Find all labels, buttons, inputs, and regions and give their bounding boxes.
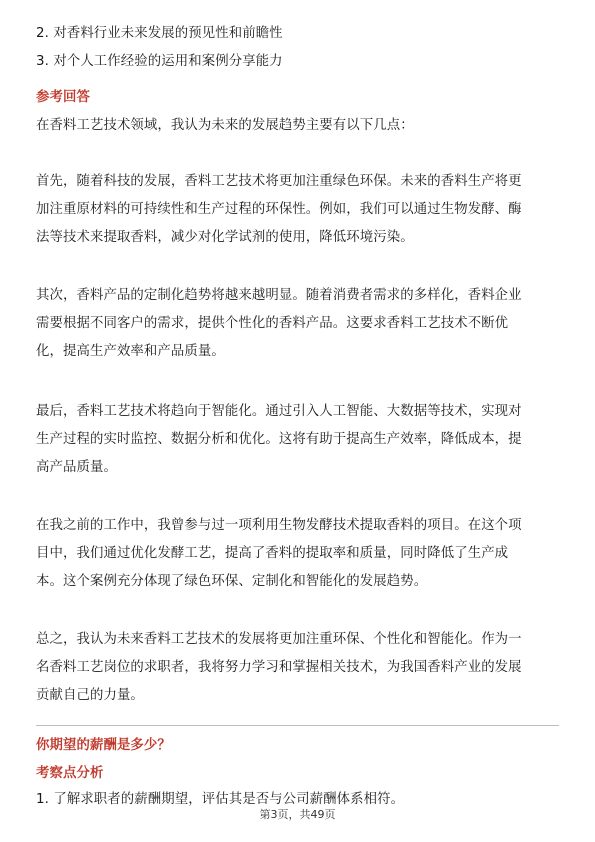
analysis-heading: 考察点分析 [36,766,104,781]
paragraph-1-line-1: 首先，随着科技的发展，香料工艺技术将更加注重绿色环保。未来的香料生产将更 [36,174,522,189]
paragraph-4-line-3: 本。这个案例充分体现了绿色环保、定制化和智能化的发展趋势。 [36,574,428,589]
question-heading: 你期望的薪酬是多少？ [36,738,171,753]
paragraph-4-line-1: 在我之前的工作中，我曾参与过一项利用生物发酵技术提取香料的项目。在这个项 [36,518,522,533]
section-divider [36,725,559,726]
paragraph-2-line-1: 其次，香料产品的定制化趋势将越来越明显。随着消费者需求的多样化，香料企业 [36,288,522,303]
page-footer: 第3页，共49页 [259,808,336,821]
paragraph-3-line-3: 高产品质量。 [36,460,117,475]
paragraph-2-line-3: 化，提高生产效率和产品质量。 [36,344,225,359]
analysis-item-1: 1. 了解求职者的薪酬期望，评估其是否与公司薪酬体系相符。 [36,792,405,807]
answer-heading: 参考回答 [36,90,90,105]
paragraph-3-line-1: 最后，香料工艺技术将趋向于智能化。通过引入人工智能、大数据等技术，实现对 [36,404,522,419]
paragraph-1-line-2: 加注重原材料的可持续性和生产过程的环保性。例如，我们可以通过生物发酵、酶 [36,202,522,217]
list-item-3: 3. 对个人工作经验的运用和案例分享能力 [36,54,283,69]
list-item-2: 2. 对香料行业未来发展的预见性和前瞻性 [36,26,283,41]
paragraph-5-line-2: 名香料工艺岗位的求职者，我将努力学习和掌握相关技术，为我国香料产业的发展 [36,660,522,675]
paragraph-5-line-1: 总之，我认为未来香料工艺技术的发展将更加注重环保、个性化和智能化。作为一 [36,632,522,647]
paragraph-3-line-2: 生产过程的实时监控、数据分析和优化。这将有助于提高生产效率，降低成本，提 [36,432,522,447]
paragraph-5-line-3: 贡献自己的力量。 [36,688,144,703]
answer-intro: 在香料工艺技术领域，我认为未来的发展趋势主要有以下几点： [36,118,414,133]
paragraph-2-line-2: 需要根据不同客户的需求，提供个性化的香料产品。这要求香料工艺技术不断优 [36,316,509,331]
paragraph-1-line-3: 法等技术来提取香料，减少对化学试剂的使用，降低环境污染。 [36,230,414,245]
paragraph-4-line-2: 目中，我们通过优化发酵工艺，提高了香料的提取率和质量，同时降低了生产成 [36,546,509,561]
